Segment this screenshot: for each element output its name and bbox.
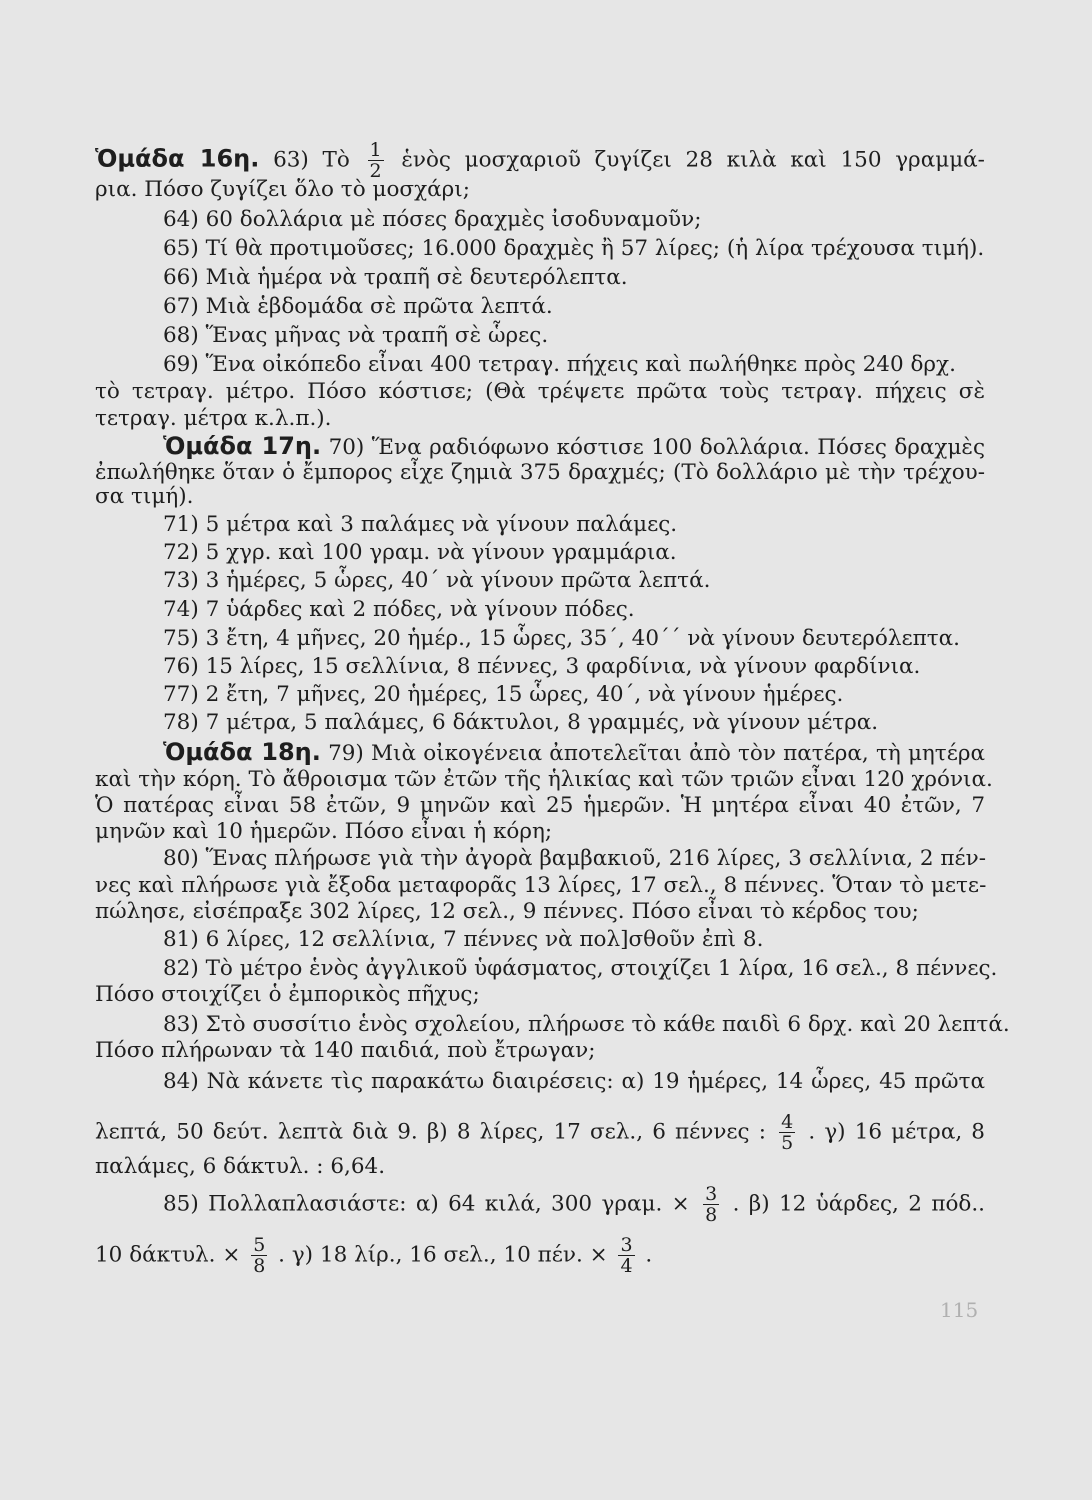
problem-69-line-2: τὸ τετραγ. μέτρο. Πόσο κόστισε; (Θὰ τρέψετε πρῶτα τοὺς τετραγ. πήχεις σὲ [95, 379, 985, 404]
problem-71: 71) 5 μέτρα καὶ 3 παλάμες νὰ γίνουν παλάμες. [163, 512, 678, 537]
problem-66: 66) Μιὰ ἡμέρα νὰ τραπῆ σὲ δευτερόλεπτα. [163, 265, 628, 290]
problem-85-part-b: . β) 12 ὑάρδες, 2 πόδ.. [732, 1191, 986, 1217]
problem-69-line-1: 69) Ἕνα οἰκόπεδο εἶναι 400 τετραγ. πήχεις καὶ πωλήθηκε πρὸς 240 δρχ. [163, 352, 956, 377]
problem-79-line-1 [163, 739, 985, 767]
problem-79-line-4: μηνῶν καὶ 10 ἡμερῶν. Πόσο εἶναι ἡ κόρη; [95, 819, 553, 844]
problem-64: 64) 60 δολλάρια μὲ πόσες δραχμὲς ἰσοδυναμοῦν; [163, 207, 702, 232]
problem-63-line-2: ρια. Πόσο ζυγίζει ὅλο τὸ μοσχάρι; [95, 177, 470, 202]
problem-74: 74) 7 ὑάρδες καὶ 2 πόδες, νὰ γίνουν πόδες. [163, 597, 635, 622]
problem-70-line-3: σα τιμή). [95, 484, 194, 509]
problem-80-line-3: πώλησε, εἰσέπραξε 302 λίρες, 12 σελ., 9 πέννες. Πόσο εἶναι τὸ κέρδος του; [95, 899, 919, 924]
problem-84-part-b: λεπτά, 50 δεύτ. λεπτὰ διὰ 9. β) 8 λίρες, 17 σελ., 6 πέννες : [95, 1119, 766, 1145]
problem-79-line-2: καὶ τὴν κόρη. Τὸ ἄθροισμα τῶν ἐτῶν τῆς ἡλικίας καὶ τῶν τριῶν εἶναι 120 χρόνια. [95, 767, 993, 792]
problem-85-line-1 [163, 1184, 985, 1225]
problem-77: 77) 2 ἔτη, 7 μῆνες, 20 ἡμέρες, 15 ὧρες, 40΄, νὰ γίνουν ἡμέρες. [163, 682, 844, 707]
problem-76: 76) 15 λίρες, 15 σελλίνια, 8 πέννες, 3 φαρδίνια, νὰ γίνουν φαρδίνια. [163, 654, 921, 679]
problem-85-line-2 [95, 1235, 652, 1276]
problem-79-text: 79) Μιὰ οἰκογένεια ἀποτελεῖται ἀπὸ τὸν πατέρα, τὴ μητέρα [328, 741, 985, 766]
problem-85-part-c: . γ) 18 λίρ., 16 σελ., 10 πέν. × [278, 1242, 608, 1268]
group-16-header: Ὁμάδα 16η. [95, 144, 260, 173]
group-17-header: Ὁμάδα 17η. [163, 432, 322, 460]
fraction-four-fifths: $\frac{4}{5}$ [781, 1111, 794, 1154]
problem-70-text: 70) Ἕνα ραδιόφωνο κόστισε 100 δολλάρια. Πόσες δραχμὲς [328, 435, 985, 460]
page-number: 115 [940, 1298, 979, 1322]
problem-78: 78) 7 μέτρα, 5 παλάμες, 6 δάκτυλοι, 8 γραμμές, νὰ γίνουν μέτρα. [163, 710, 879, 735]
problem-75: 75) 3 ἔτη, 4 μῆνες, 20 ἡμέρ., 15 ὧρες, 35΄, 40΄΄ νὰ γίνουν δευτερόλεπτα. [163, 626, 960, 651]
problem-68: 68) Ἕνας μῆνας νὰ τραπῆ σὲ ὧρες. [163, 323, 549, 348]
problem-81: 81) 6 λίρες, 12 σελλίνια, 7 πέννες νὰ πολ]σθοῦν ἐπὶ 8. [163, 927, 764, 952]
problem-63-start: 63) Τὸ [273, 147, 350, 173]
problem-85-part-a: 85) Πολλαπλασιάστε: α) 64 κιλά, 300 γραμ. × [163, 1191, 690, 1217]
problem-84-line-1: 84) Νὰ κάνετε τὶς παρακάτω διαιρέσεις: α) 19 ἡμέρες, 14 ὧρες, 45 πρῶτα [163, 1069, 985, 1094]
problem-82-line-1: 82) Τὸ μέτρο ἑνὸς ἀγγλικοῦ ὑφάσματος, στοιχίζει 1 λίρα, 16 σελ., 8 πέννες. [163, 956, 998, 981]
problem-69-line-3: τετραγ. μέτρα κ.λ.π.). [95, 406, 332, 431]
problem-82-line-2: Πόσο στοιχίζει ὁ ἐμπορικὸς πῆχυς; [95, 982, 480, 1007]
problem-79-line-3: Ὁ πατέρας εἶναι 58 ἐτῶν, 9 μηνῶν καὶ 25 ἡμερῶν. Ἡ μητέρα εἶναι 40 ἐτῶν, 7 [95, 793, 985, 818]
problem-63-text: ἑνὸς μοσχαριοῦ ζυγίζει 28 κιλὰ καὶ 150 γραμμά- [401, 147, 985, 173]
problem-84-line-2 [95, 1112, 985, 1153]
fraction-five-eighths: $\frac{5}{8}$ [253, 1234, 266, 1277]
problem-70-line-2: ἐπωλήθηκε ὅταν ὁ ἔμπορος εἶχε ζημιὰ 375 δραχμές; (Τὸ δολλάριο μὲ τὴν τρέχου- [95, 460, 985, 485]
problem-67: 67) Μιὰ ἑβδομάδα σὲ πρῶτα λεπτά. [163, 294, 553, 319]
fraction-one-half: $\frac{1}{2}$ [369, 139, 382, 182]
problem-80-line-1: 80) Ἕνας πλήρωσε γιὰ τὴν ἀγορὰ βαμβακιοῦ, 216 λίρες, 3 σελλίνια, 2 πέν- [163, 846, 987, 871]
problem-72: 72) 5 χγρ. καὶ 100 γραμ. νὰ γίνουν γραμμάρια. [163, 540, 677, 565]
problem-84-part-c: . γ) 16 μέτρα, 8 [808, 1119, 985, 1145]
problem-63-line-1 [95, 140, 985, 181]
group-18-header: Ὁμάδα 18η. [163, 738, 321, 766]
problem-83-line-2: Πόσο πλήρωναν τὰ 140 παιδιά, ποὺ ἔτρωγαν; [95, 1038, 596, 1063]
problem-70-line-1 [163, 433, 985, 461]
problem-85-end: . [645, 1242, 653, 1268]
problem-83-line-1: 83) Στὸ συσσίτιο ἑνὸς σχολείου, πλήρωσε τὸ κάθε παιδὶ 6 δρχ. καὶ 20 λεπτά. [163, 1012, 1010, 1037]
problem-80-line-2: νες καὶ πλήρωσε γιὰ ἔξοδα μεταφορᾶς 13 λίρες, 17 σελ., 8 πέννες. Ὅταν τὸ μετε- [95, 873, 987, 898]
problem-73: 73) 3 ἡμέρες, 5 ὧρες, 40΄ νὰ γίνουν πρῶτα λεπτά. [163, 568, 711, 593]
fraction-three-eighths: $\frac{3}{8}$ [705, 1183, 718, 1226]
problem-65: 65) Τί θὰ προτιμοῦσες; 16.000 δραχμὲς ἢ 57 λίρες; (ἡ λίρα τρέχουσα τιμή). [163, 236, 985, 261]
problem-84-line-3: παλάμες, 6 δάκτυλ. : 6,64. [95, 1154, 386, 1179]
problem-85-part-b-cont: 10 δάκτυλ. × [95, 1242, 241, 1268]
fraction-three-quarters: $\frac{3}{4}$ [620, 1234, 633, 1277]
